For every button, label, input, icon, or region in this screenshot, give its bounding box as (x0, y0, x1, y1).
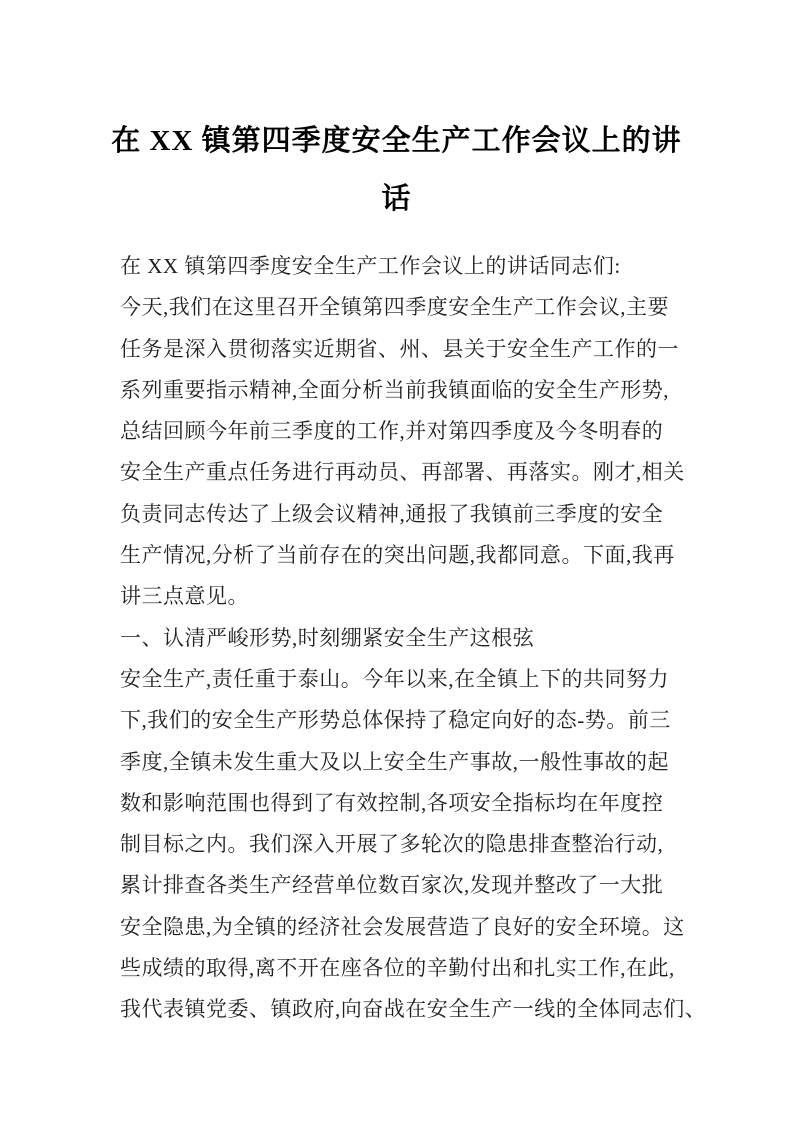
body-line: 些成绩的取得,离不开在座各位的辛勤付出和扎实工作,在此, (120, 956, 675, 981)
body-line: 下,我们的安全生产形势总体保持了稳定向好的态-势。前三 (120, 708, 671, 733)
body-line: 安全生产,责任重于泰山。今年以来,在全镇上下的共同努力 (120, 666, 669, 691)
body-line: 生产情况,分析了当前存在的突出问题,我都同意。下面,我再 (120, 543, 675, 568)
body-line: 任务是深入贯彻落实近期省、州、县关于安全生产工作的一 (120, 336, 679, 361)
document-title (110, 112, 683, 228)
body-line: 我代表镇党委、镇政府,向奋战在安全生产一线的全体同志们、 (120, 997, 707, 1022)
body-line: 制目标之内。我们深入开展了多轮次的隐患排查整治行动, (120, 832, 664, 857)
body-line: 数和影响范围也得到了有效控制,各项安全指标均在年度控 (120, 790, 664, 815)
body-line: 安全生产重点任务进行再动员、再部署、再落实。刚才,相关 (120, 460, 685, 485)
body-line-salutation: 在 XX 镇第四季度安全生产工作会议上的讲话同志们: (120, 254, 621, 278)
body-line-section-heading: 一、认清严峻形势,时刻绷紧安全生产这根弦 (120, 625, 535, 650)
title-line-2: 话 (381, 183, 412, 215)
body-line: 累计排查各类生产经营单位数百家次,发现并整改了一大批 (120, 873, 664, 898)
document-body (120, 246, 707, 1031)
title-line-1: 在 XX 镇第四季度安全生产工作会议上的讲 (111, 125, 682, 157)
body-line: 安全隐患,为全镇的经济社会发展营造了良好的安全环境。这 (120, 914, 685, 939)
body-line: 负责同志传达了上级会议精神,通报了我镇前三季度的安全 (120, 501, 664, 526)
body-line: 总结回顾今年前三季度的工作,并对第四季度及今冬明春的 (120, 419, 664, 444)
body-line: 季度,全镇未发生重大及以上安全生产事故,一般性事故的起 (120, 749, 669, 774)
body-line: 系列重要指示精神,全面分析当前我镇面临的安全生产形势, (120, 377, 669, 402)
body-line: 今天,我们在这里召开全镇第四季度安全生产工作会议,主要 (120, 295, 669, 320)
body-line: 讲三点意见。 (120, 584, 249, 609)
